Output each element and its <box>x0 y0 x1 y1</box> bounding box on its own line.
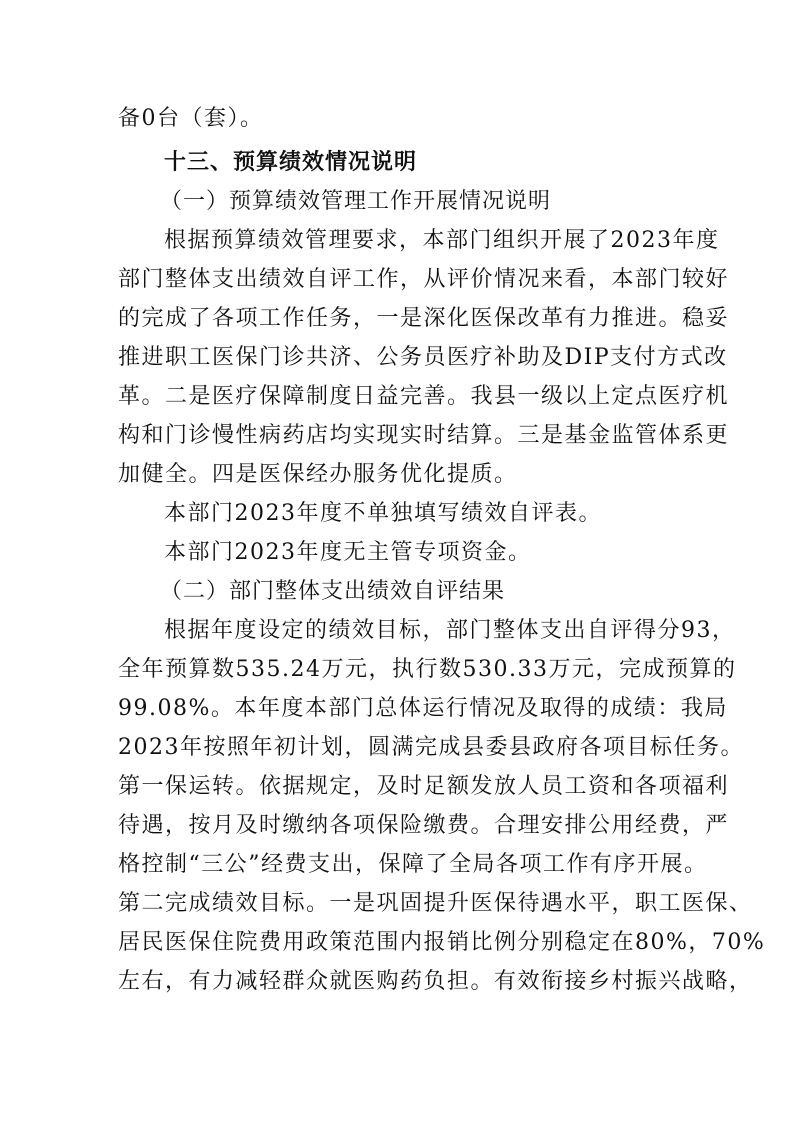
paragraph-line: 构和门诊慢性病药店均实现实时结算。三是基金监管体系更 <box>118 423 730 448</box>
paragraph-line: 居民医保住院费用政策范围内报销比例分别稳定在80%，70% <box>118 930 766 955</box>
paragraph-line: 第二完成绩效目标。一是巩固提升医保待遇水平，职工医保、 <box>118 891 753 916</box>
text-line: 备0台（套）。 <box>118 106 264 131</box>
subsection-heading: （一）预算绩效管理工作开展情况说明 <box>160 189 552 214</box>
paragraph-line: 的完成了各项工作任务，一是深化医保改革有力推进。稳妥 <box>118 306 730 331</box>
paragraph-line: 本部门2023年度无主管专项资金。 <box>164 540 532 565</box>
subsection-heading: （二）部门整体支出绩效自评结果 <box>160 579 506 604</box>
paragraph-line: 本部门2023年度不单独填写绩效自评表。 <box>164 501 602 526</box>
paragraph-line: 部门整体支出绩效自评工作，从评价情况来看，本部门较好 <box>118 267 730 292</box>
paragraph-line: 待遇，按月及时缴纳各项保险缴费。合理安排公用经费，严 <box>118 813 730 838</box>
paragraph-line: 加健全。四是医保经办服务优化提质。 <box>118 462 518 487</box>
paragraph-line: 革。二是医疗保障制度日益完善。我县一级以上定点医疗机 <box>118 384 730 409</box>
paragraph-line: 全年预算数535.24万元，执行数530.33万元，完成预算的 <box>118 657 737 682</box>
paragraph-line: 左右，有力减轻群众就医购药负担。有效衔接乡村振兴战略， <box>118 969 753 994</box>
paragraph-line: 第一保运转。依据规定，及时足额发放人员工资和各项福利 <box>118 774 730 799</box>
paragraph-line: 根据年度设定的绩效目标，部门整体支出自评得分93， <box>164 618 736 643</box>
paragraph-line: 推进职工医保门诊共济、公务员医疗补助及DIP支付方式改 <box>118 345 728 370</box>
paragraph-line: 2023年按照年初计划，圆满完成县委县政府各项目标任务。 <box>118 735 744 760</box>
paragraph-line: 根据预算绩效管理要求，本部门组织开展了2023年度 <box>164 228 720 253</box>
section-heading: 十三、预算绩效情况说明 <box>164 150 418 175</box>
paragraph-line: 99.08%。本年度本部门总体运行情况及取得的成绩：我局 <box>118 696 728 721</box>
paragraph-line: 格控制“三公”经费支出，保障了全局各项工作有序开展。 <box>118 852 708 877</box>
